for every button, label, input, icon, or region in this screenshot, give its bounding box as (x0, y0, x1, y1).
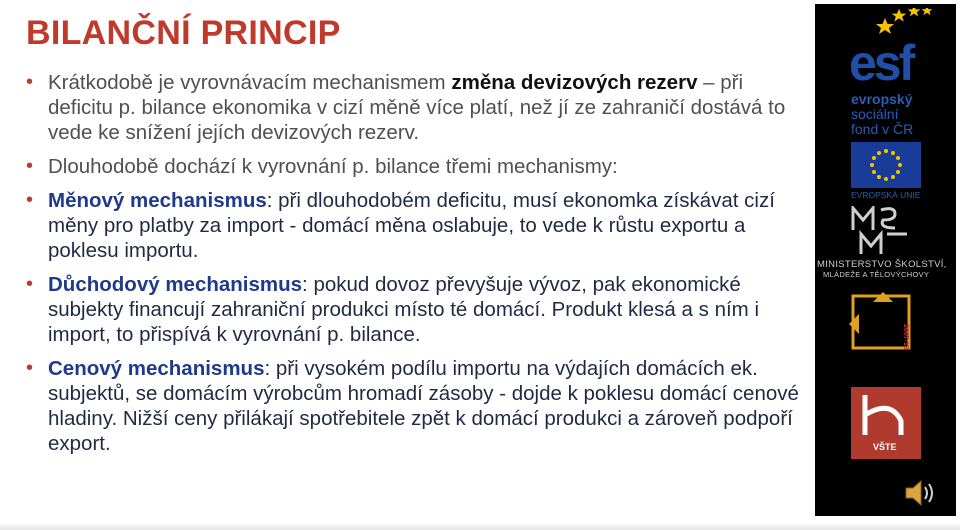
speaker-icon[interactable] (903, 478, 937, 508)
esf-line-1: evropský (851, 91, 913, 107)
bullet-text: : při vysokém podílu importu na výdajích domácích ek. subjektů, se domácím výrobcům hromadí zásoby - dojde k poklesu domácí cenové hladiny. Nižší ceny přilákají spotřebitele zpět k domácí produkci a zároveň podpoří export. (48, 357, 799, 455)
msmt-logo-icon (851, 206, 921, 256)
bullet-text: Dlouhodobě dochází k vyrovnání p. bilance třemi mechanismy: (48, 155, 618, 178)
bullet-kratkodobe (20, 70, 810, 145)
bullet-highlight: změna devizových rezerv (451, 71, 698, 94)
bullet-marker: • (26, 71, 34, 93)
bullet-menovy (20, 188, 810, 263)
bullet-cenovy (20, 356, 810, 456)
bullet-text: Krátkodobě je vyrovnávacím mechanismem (48, 71, 452, 94)
esf-line-2: sociální (851, 106, 899, 122)
msmt-line-1: MINISTERSTVO ŠKOLSTVÍ, (817, 259, 947, 270)
slide-title: BILANČNÍ PRINCIP (26, 14, 341, 52)
bullet-marker: • (26, 357, 34, 379)
bullet-marker: • (26, 155, 34, 177)
logo-sidebar (815, 4, 956, 516)
esf-logo-text: esf (849, 35, 913, 91)
bullet-duchodovy (20, 272, 810, 347)
slide-bottom-edge (0, 522, 960, 530)
esf-line-3: fond v ČR (851, 121, 914, 137)
bullet-marker: • (26, 273, 34, 295)
bullet-dlouhodobe (20, 154, 810, 179)
bullet-marker: • (26, 189, 34, 211)
vste-label: VŠTE (873, 442, 897, 452)
op-year: 2007-13 (902, 324, 909, 350)
eu-flag-icon (851, 142, 921, 188)
bullet-heading: Cenový mechanismus (48, 357, 265, 380)
bullet-heading: Důchodový mechanismus (48, 273, 303, 296)
bullet-text: – při deficitu p. bilance ekonomika v cizí měně více platí, než jí ze zahraničí dostává to vede ke snížení jejích devizových rezerv. (48, 71, 786, 144)
msmt-line-2: MLÁDEŽE A TĚLOVÝCHOVY (823, 270, 930, 279)
bullet-text: : při dlouhodobém deficitu, musí ekonomka získávat cizí měny pro platby za import - domácí měna oslabuje, to vede k růstu exportu a poklesu importu. (48, 189, 775, 262)
bullet-heading: Měnový mechanismus (48, 189, 267, 212)
bullet-text: : pokud dovoz převyšuje vývoz, pak ekonomické subjekty financují zahraniční produkci místo té domácí. Produkt klesá a s ním i import, to přispívá k vyrovnání p. bilance. (48, 273, 759, 346)
bullet-list (20, 70, 810, 465)
eu-label: EVROPSKÁ UNIE (851, 190, 921, 200)
